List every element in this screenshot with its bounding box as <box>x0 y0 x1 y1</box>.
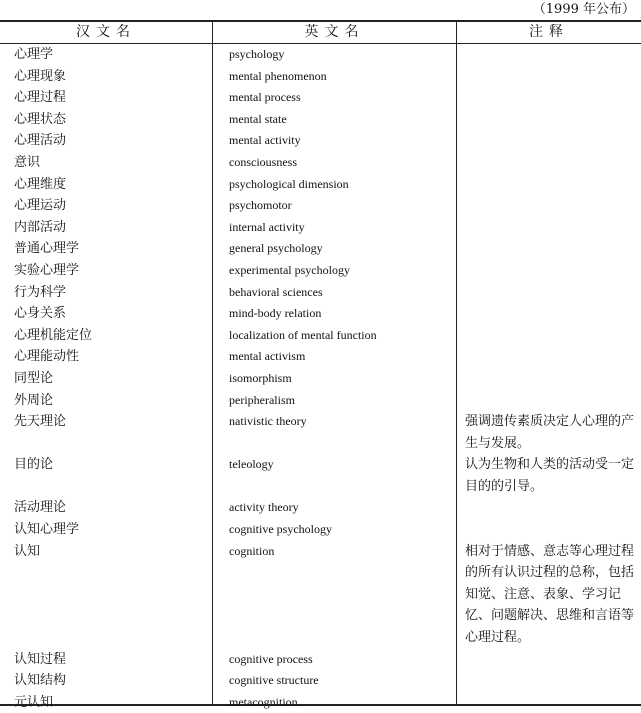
term-english: cognition <box>229 543 275 558</box>
term-english: psychology <box>229 47 285 61</box>
term-english: behavioral sciences <box>229 284 323 299</box>
term-english: psychological dimension <box>229 176 349 191</box>
term-chinese: 心理学 <box>14 47 54 62</box>
table-row <box>0 541 641 649</box>
terminology-table <box>0 20 641 710</box>
term-note: 相对于情感、意志等心理过程的所有认识过程的总称，包括知觉、注意、表象、学习记忆、问题解决、思维和言语等心理过程。 <box>465 543 635 646</box>
table-row <box>0 519 641 541</box>
term-chinese: 心理能动性 <box>14 349 80 365</box>
term-english: general psychology <box>229 241 323 256</box>
table-row <box>0 87 641 109</box>
table-row <box>0 260 641 282</box>
term-english: psychomotor <box>229 198 292 213</box>
term-chinese: 心理现象 <box>14 68 67 84</box>
term-english: cognitive process <box>229 651 313 666</box>
table-row <box>0 195 641 217</box>
term-chinese: 心理维度 <box>14 176 67 192</box>
term-english: isomorphism <box>229 370 292 385</box>
term-english: internal activity <box>229 219 305 234</box>
publish-year-note: （1999 年公布） <box>532 2 635 17</box>
term-english: consciousness <box>229 154 297 169</box>
term-chinese: 目的论 <box>14 457 54 473</box>
term-chinese: 意识 <box>14 154 41 170</box>
term-english: mental process <box>229 90 301 105</box>
table-row <box>0 303 641 325</box>
term-chinese: 认知结构 <box>14 673 67 689</box>
table-row <box>0 325 641 347</box>
term-chinese: 认知 <box>14 543 41 559</box>
term-english: nativistic theory <box>229 414 307 429</box>
term-english: cognitive psychology <box>229 522 332 537</box>
term-chinese: 元认知 <box>14 694 54 710</box>
header-chinese-name: 汉文名 <box>76 24 136 40</box>
table-row <box>0 109 641 131</box>
term-english: mental activity <box>229 133 301 148</box>
term-english: localization of mental function <box>229 327 377 342</box>
term-chinese: 心理运动 <box>14 198 67 214</box>
term-chinese: 心身关系 <box>14 306 67 322</box>
term-english: peripheralism <box>229 392 295 407</box>
table-row <box>0 66 641 88</box>
term-chinese: 活动理论 <box>14 500 67 516</box>
table-row <box>0 649 641 671</box>
table-row <box>0 130 641 152</box>
term-chinese: 行为科学 <box>14 284 67 300</box>
table-row <box>0 152 641 174</box>
term-chinese: 心理活动 <box>14 133 67 149</box>
term-chinese: 心理状态 <box>14 111 67 127</box>
table-row <box>0 174 641 196</box>
term-english: mental phenomenon <box>229 68 327 83</box>
table-row <box>0 44 641 66</box>
term-chinese: 普通心理学 <box>14 241 80 257</box>
table-row <box>0 454 641 497</box>
term-note: 认为生物和人类的活动受一定目的的引导。 <box>465 457 635 494</box>
table-header <box>0 22 641 44</box>
term-note: 强调遗传素质决定人心理的产生与发展。 <box>465 414 635 451</box>
header-notes: 注释 <box>529 24 569 40</box>
table-row <box>0 282 641 304</box>
term-english: teleology <box>229 457 274 472</box>
term-chinese: 内部活动 <box>14 219 67 235</box>
term-english: experimental psychology <box>229 262 350 277</box>
term-english: mind-body relation <box>229 306 322 321</box>
table-row <box>0 497 641 519</box>
table-row <box>0 238 641 260</box>
term-english: cognitive structure <box>229 673 319 688</box>
table-row <box>0 390 641 412</box>
term-chinese: 实验心理学 <box>14 262 80 278</box>
term-english: mental activism <box>229 349 306 364</box>
table-row <box>0 346 641 368</box>
term-chinese: 心理机能定位 <box>14 327 93 343</box>
term-english: mental state <box>229 111 287 126</box>
term-english: metacognition <box>229 694 298 709</box>
term-chinese: 同型论 <box>14 370 54 386</box>
term-chinese: 心理过程 <box>14 90 67 106</box>
term-chinese: 先天理论 <box>14 414 67 430</box>
table-row <box>0 670 641 692</box>
table-row <box>0 411 641 454</box>
term-chinese: 外周论 <box>14 392 54 408</box>
header-english-name: 英文名 <box>304 24 365 40</box>
term-english: activity theory <box>229 500 299 515</box>
table-row <box>0 692 641 713</box>
term-chinese: 认知过程 <box>14 651 67 667</box>
table-row <box>0 368 641 390</box>
table-body <box>0 44 641 713</box>
term-chinese: 认知心理学 <box>14 522 80 538</box>
table-row <box>0 217 641 239</box>
